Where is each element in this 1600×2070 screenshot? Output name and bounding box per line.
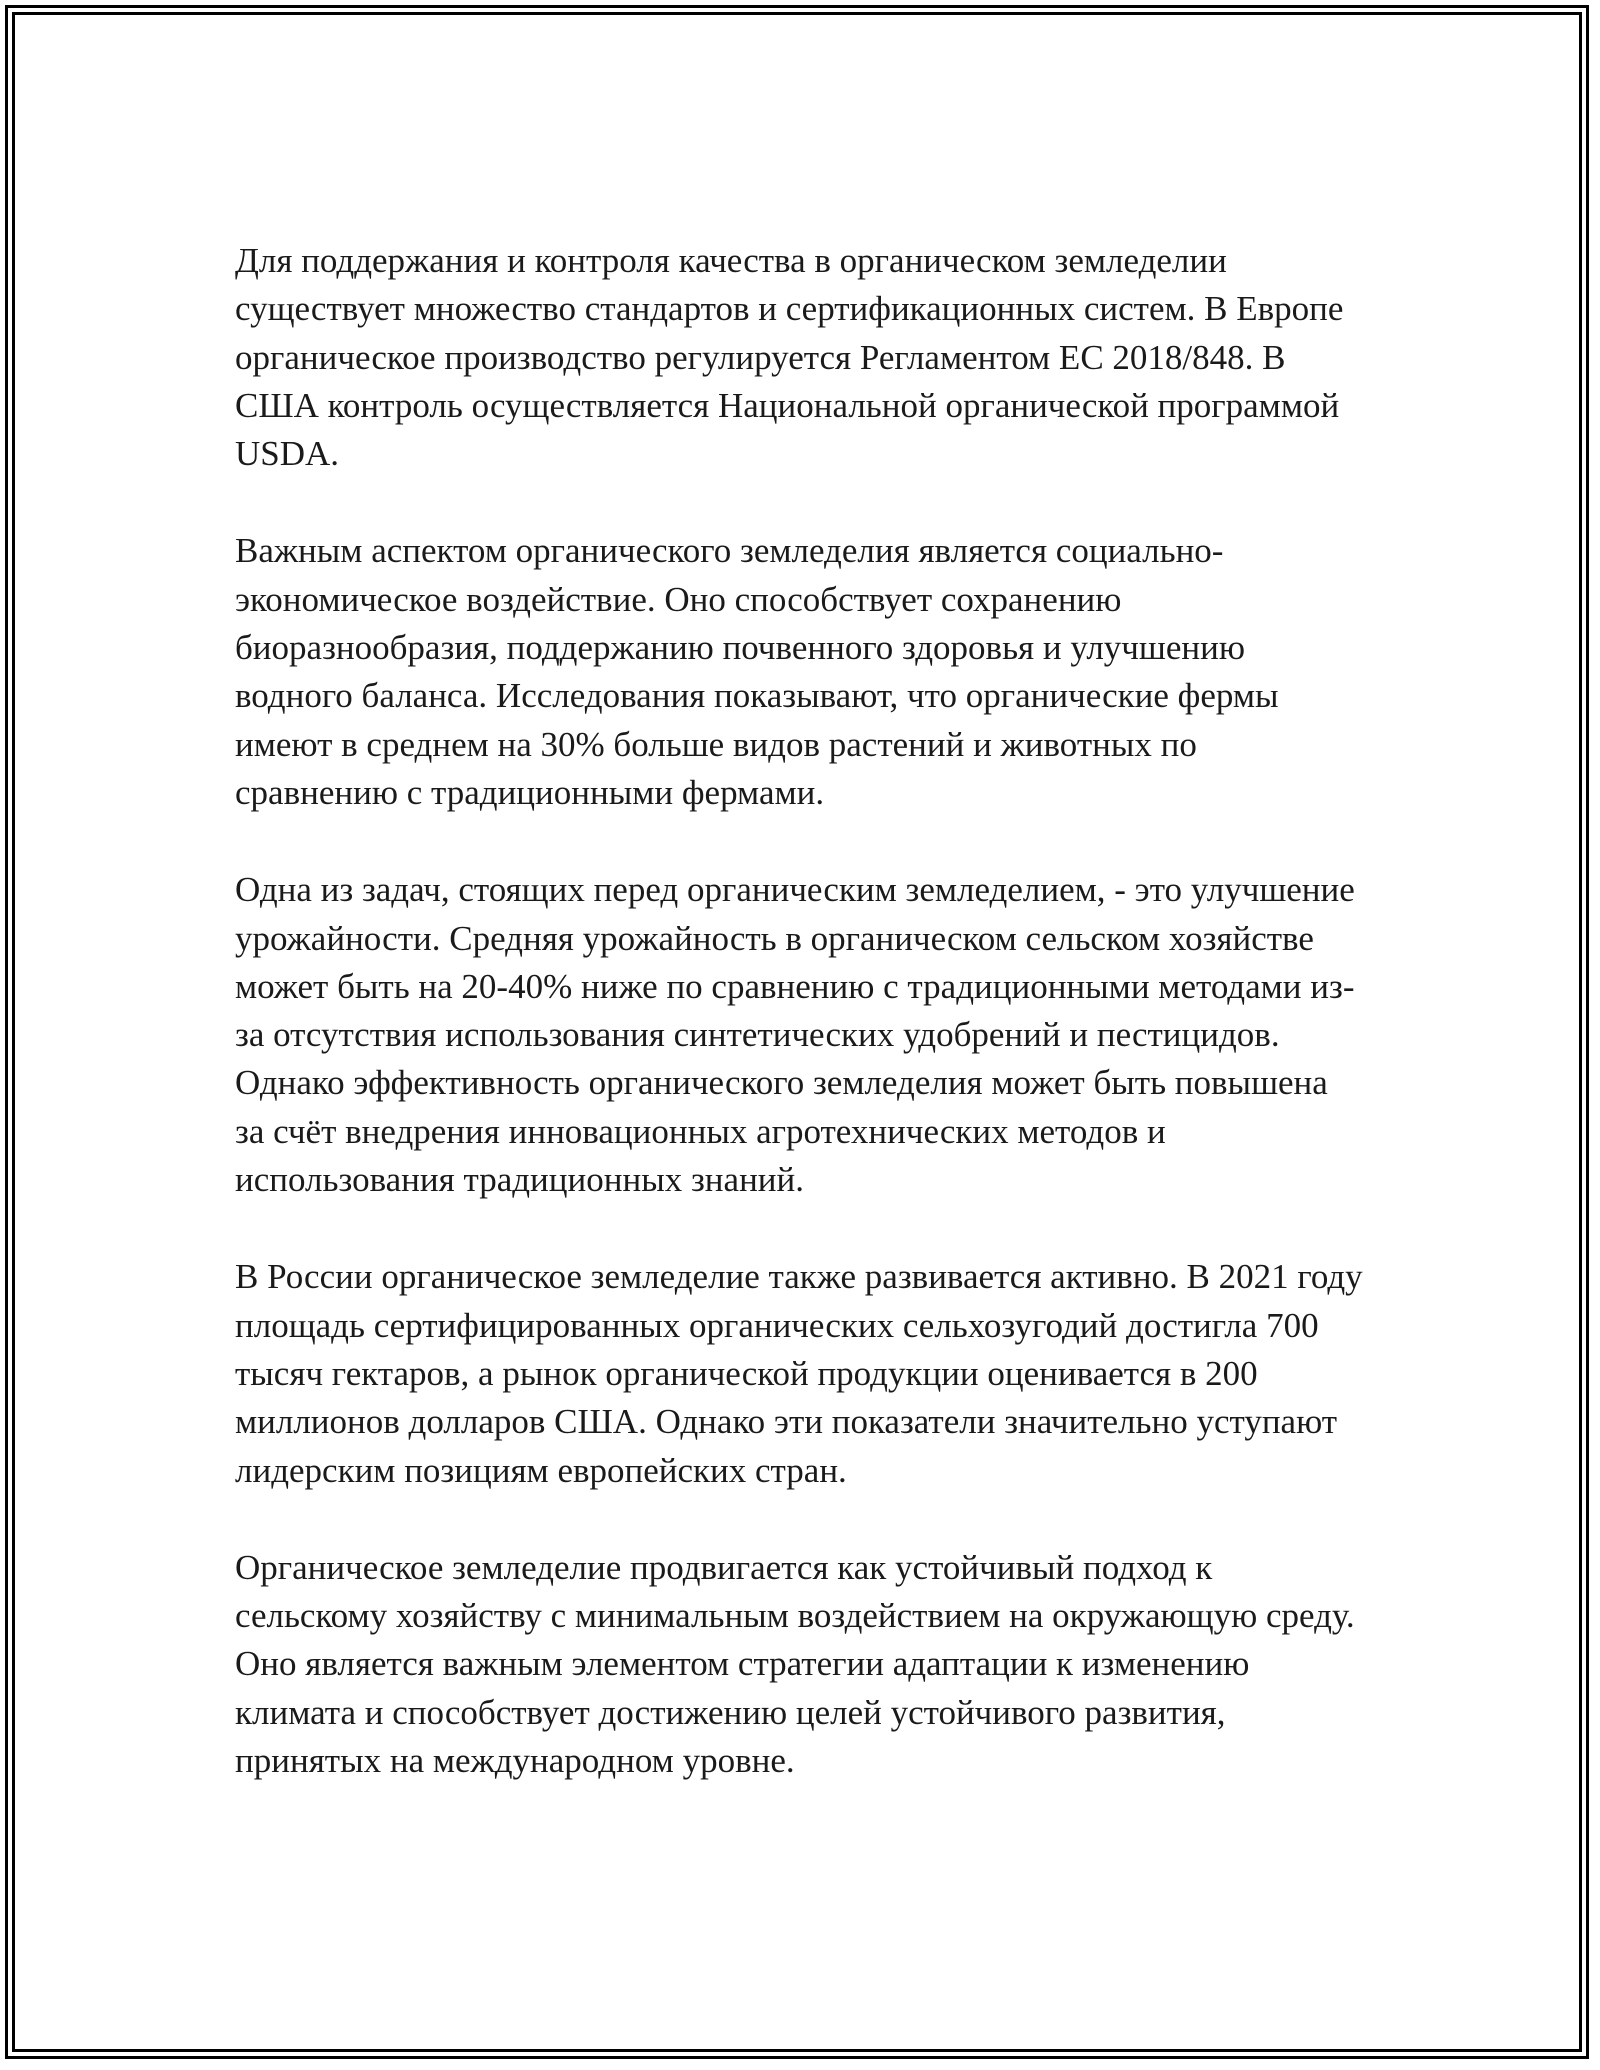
- paragraph-certification-standards: Для поддержания и контроля качества в органическом земледелии существует множество стандартов и сертификационных систем. В Европе органическое производство регулируется Регламентом ЕС 2018/848. В США контроль осуществляется Национальной органической программой USDA.: [235, 241, 1344, 474]
- paragraph-sustainable-approach: Органическое земледелие продвигается как устойчивый подход к сельскому хозяйству с минимальным воздействием на окружающую среду. Оно является важным элементом стратегии адаптации к изменению климата и способствует достижению целей устойчивого развития, принятых на международном уровне.: [235, 1547, 1355, 1781]
- paragraph-yield-challenges: Одна из задач, стоящих перед органическим земледелием, - это улучшение урожайности. Средняя урожайность в органическом сельском хозяйстве может быть на 20-40% ниже по сравнению с традиционными методами из-за отсутствия использования синтетических удобрений и пестицидов. Однако эффективность органического земледелия может быть повышена за счёт внедрения инновационных агротехнических методов и использования традиционных знаний.: [235, 870, 1355, 1200]
- paragraph-socio-economic-impact: Важным аспектом органического земледелия является социально-экономическое воздействие. Оно способствует сохранению биоразнообразия, поддержанию почвенного здоровья и улучшению водного баланса. Исследования показывают, что органические фермы имеют в среднем на 30% больше видов растений и животных по сравнению с традиционными фермами.: [235, 531, 1279, 812]
- document-body: [235, 237, 1365, 1785]
- paragraph-russia-development: В России органическое земледелие также развивается активно. В 2021 году площадь сертифицированных органических сельхозугодий достигла 700 тысяч гектаров, а рынок органической продукции оценивается в 200 миллионов долларов США. Однако эти показатели значительно уступают лидерским позициям европейских стран.: [235, 1257, 1363, 1490]
